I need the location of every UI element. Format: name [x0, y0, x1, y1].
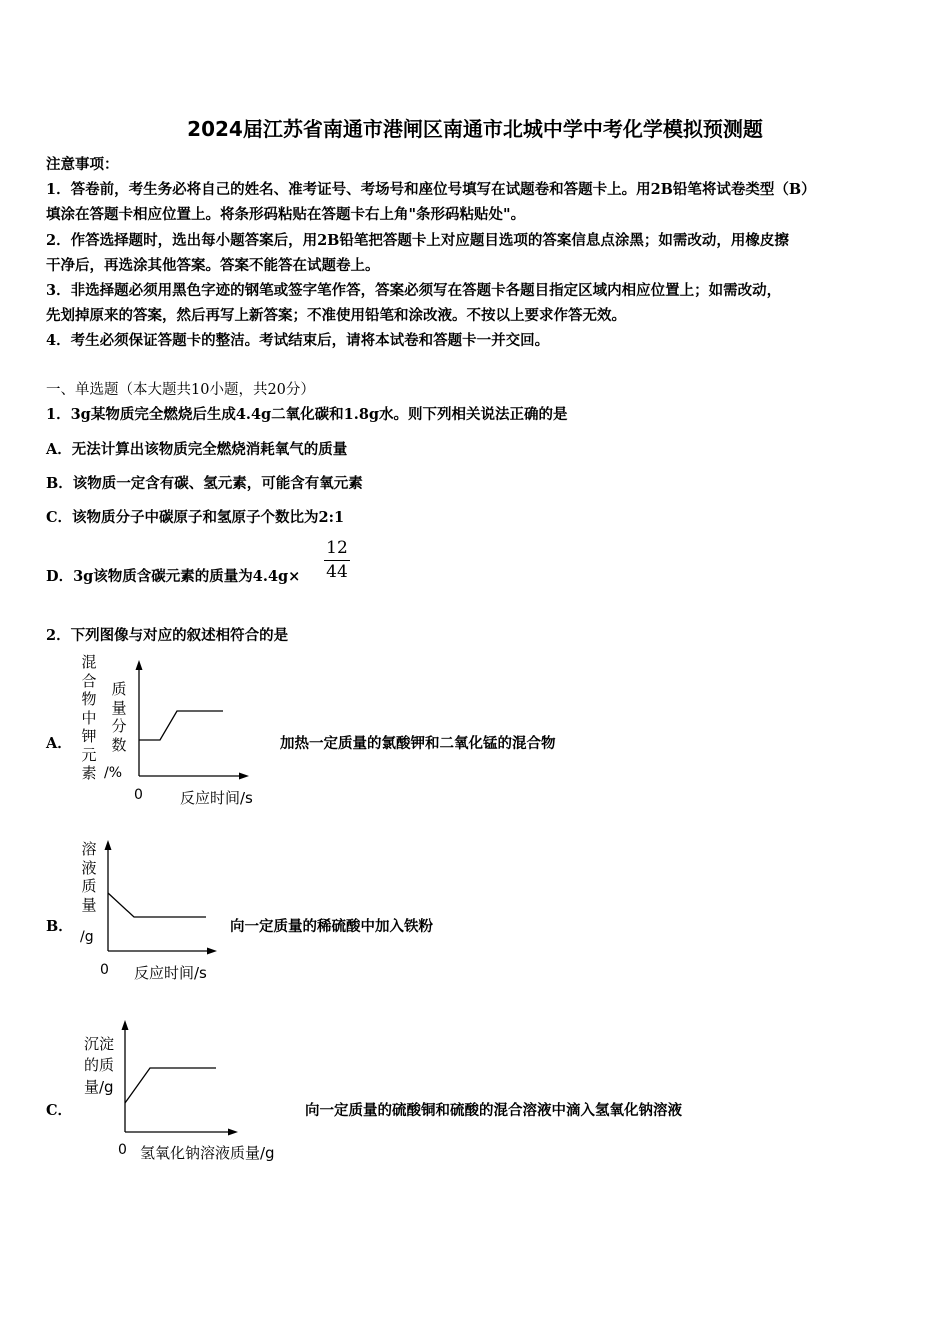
question-1-option-a: A．无法计算出该物质完全燃烧消耗氧气的质量 [46, 441, 348, 458]
question-2-option-b-letter: B． [46, 918, 73, 935]
question-2-stem: 2．下列图像与对应的叙述相符合的是 [46, 627, 289, 644]
notice-line: 干净后，再选涂其他答案。答案不能答在试题卷上。 [46, 257, 380, 274]
graph-c-x-arrow [228, 1129, 238, 1136]
question-1-option-d: D．3g该物质含碳元素的质量为4.4g× [46, 568, 301, 585]
graph-c-curve [125, 1068, 216, 1103]
question-1-option-b: B．该物质一定含有碳、氢元素，可能含有氧元素 [46, 475, 363, 492]
notice-line: 2．作答选择题时，选出每小题答案后，用2B铅笔把答题卡上对应题目选项的答案信息点涂黑；如需改动，用橡皮擦 [46, 232, 789, 249]
question-1-option-c: C．该物质分子中碳原子和氢原子个数比为2:1 [46, 509, 345, 526]
question-1-stem: 1．3g某物质完全燃烧后生成4.4g二氧化碳和1.8g水。则下列相关说法正确的是 [46, 406, 568, 423]
graph-b-yunit: /g [80, 929, 94, 945]
graph-c-origin: 0 [118, 1142, 127, 1158]
notice-line: 3．非选择题必须用黑色字迹的钢笔或签字笔作答，答案必须写在答题卡各题目指定区域内相应位置上；如需改动， [46, 282, 782, 299]
fraction-denominator: 44 [326, 562, 348, 582]
notice-line: 先划掉原来的答案，然后再写上新答案；不准使用铅笔和涂改液。不按以上要求作答无效。 [46, 307, 626, 324]
graph-b-ylabel: 溶液质量 [81, 840, 97, 914]
notice-line: 填涂在答题卡相应位置上。将条形码粘贴在答题卡右上角"条形码粘贴处"。 [46, 206, 526, 223]
graph-a-xlabel: 反应时间/s [180, 789, 253, 807]
question-2-option-b-desc: 向一定质量的稀硫酸中加入铁粉 [230, 918, 433, 935]
notice-line: 1．答卷前，考生务必将自己的姓名、准考证号、考场号和座位号填写在试题卷和答题卡上。用2B铅笔将试卷类型（B） [46, 181, 816, 198]
graph-a-origin: 0 [134, 787, 143, 803]
graph-a-ylabel-inner: 质量分数 [111, 680, 127, 754]
section-heading: 一、单选题（本大题共10小题，共20分） [46, 382, 315, 398]
fraction-numerator: 12 [326, 538, 348, 558]
graph-b-xlabel: 反应时间/s [134, 964, 207, 982]
graph-c-xlabel: 氢氧化钠溶液质量/g [140, 1144, 275, 1162]
graph-c-y-arrow [122, 1020, 129, 1030]
question-2-option-c-desc: 向一定质量的硫酸铜和硫酸的混合溶液中滴入氢氧化钠溶液 [305, 1102, 682, 1119]
question-2-option-c-letter: C． [46, 1102, 73, 1119]
page-title: 2024届江苏省南通市港闸区南通市北城中学中考化学模拟预测题 [187, 117, 763, 141]
notice-line: 4．考生必须保证答题卡的整洁。考试结束后，请将本试卷和答题卡一并交回。 [46, 332, 550, 349]
graph-c-ylabel-line-3: 量/g [84, 1078, 114, 1096]
notice-heading: 注意事项： [46, 156, 119, 173]
question-2-option-a-letter: A． [46, 735, 72, 752]
graph-c-ylabel-line-1: 沉淀 [84, 1035, 115, 1053]
question-2-option-a-desc: 加热一定质量的氯酸钾和二氧化锰的混合物 [280, 735, 556, 752]
graph-c-ylabel-line-2: 的质 [84, 1056, 115, 1074]
graph-a-yunit: /% [104, 765, 123, 781]
graph-a-ylabel-outer: 混合物中钾元素 [81, 653, 97, 782]
graph-b-origin: 0 [100, 962, 109, 978]
